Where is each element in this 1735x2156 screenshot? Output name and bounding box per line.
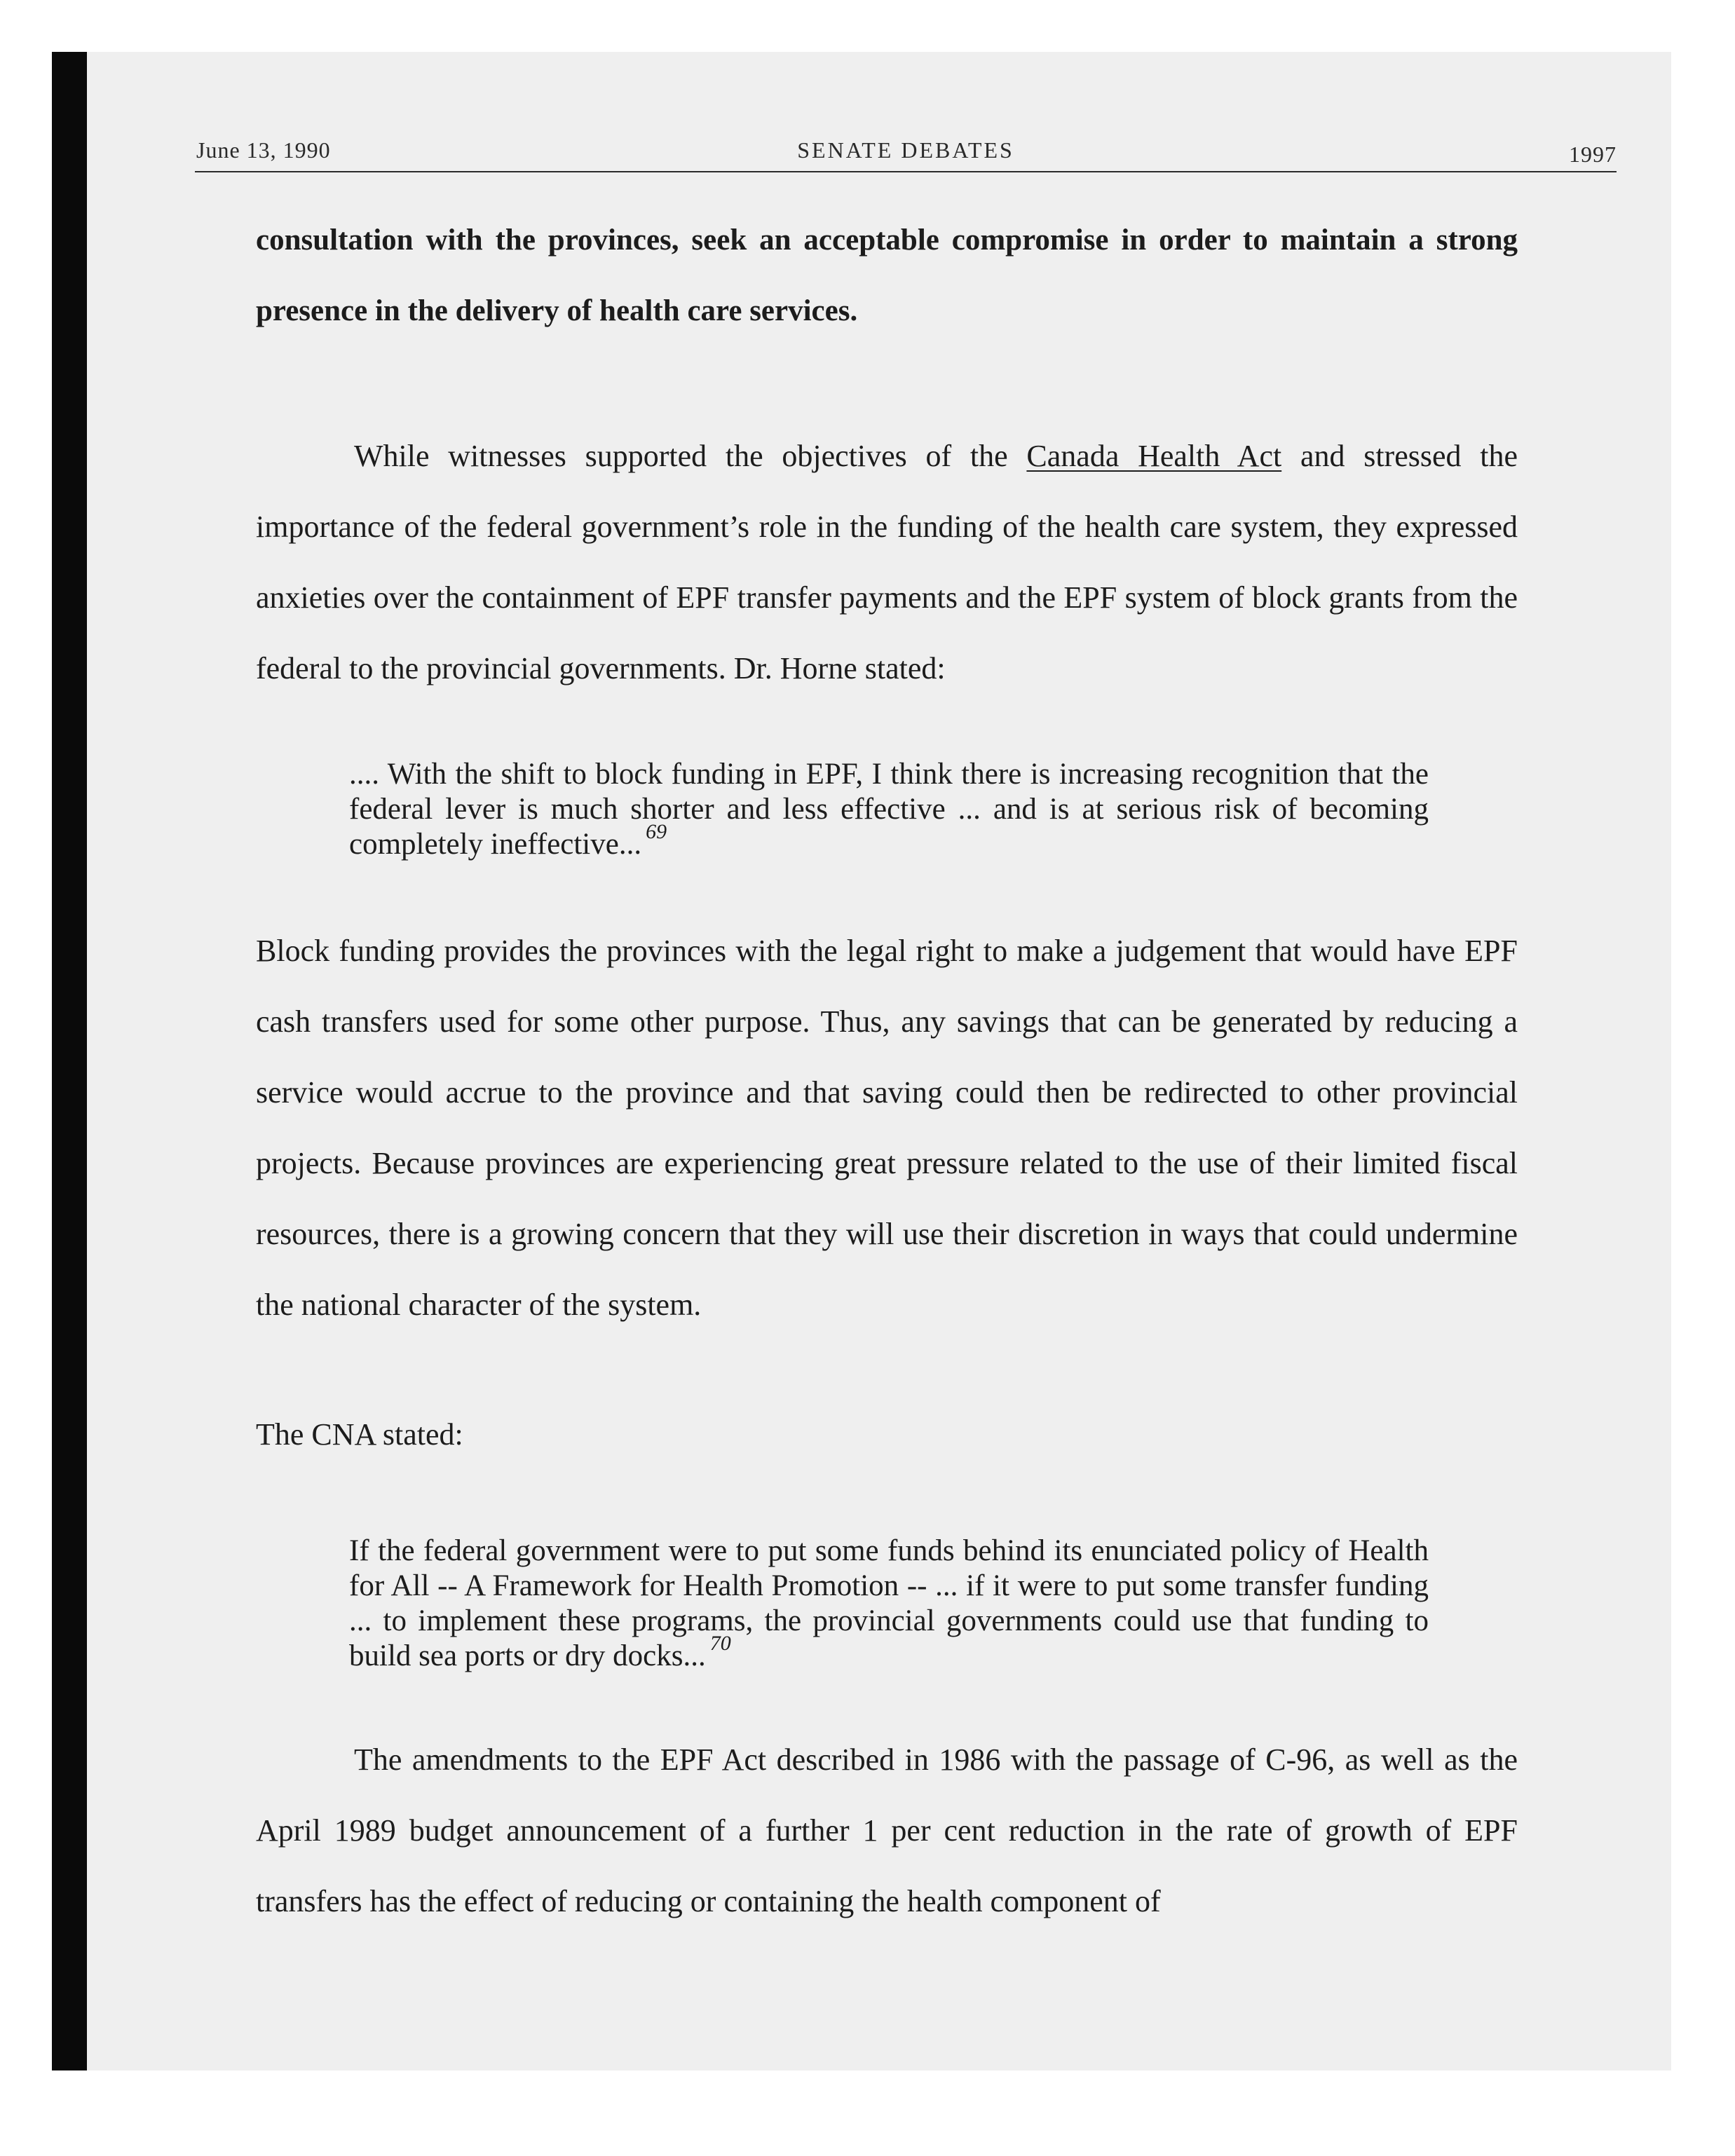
amendments-paragraph bbox=[256, 1724, 1518, 1937]
witnesses-text-start: While witnesses supported the objectives of the bbox=[354, 439, 1027, 473]
header-title: SENATE DEBATES bbox=[797, 137, 1014, 163]
cna-quote-text: If the federal government were to put some funds behind its enunciated policy of Health for All -- A Framework for Health Promotion -- ... if it were to put some transfer funding ... to implement these programs, the provincial governments could use that funding to build sea ports or dry docks... bbox=[349, 1534, 1429, 1672]
horne-quote bbox=[349, 757, 1429, 862]
cna-quote bbox=[349, 1534, 1429, 1674]
scan-edge bbox=[52, 52, 87, 2070]
horne-quote-text: .... With the shift to block funding in EPF, I think there is increasing recognition that the federal lever is much shorter and less effective ... and is at serious risk of becoming completely ineffective... bbox=[349, 758, 1429, 861]
running-header bbox=[195, 137, 1617, 172]
continuation-paragraph: consultation with the provinces, seek an acceptable compromise in order to maintain a strong presence in the delivery of health care services. bbox=[256, 224, 1518, 327]
witnesses-paragraph bbox=[256, 421, 1518, 704]
header-page-number: 1997 bbox=[1569, 142, 1617, 167]
header-date: June 13, 1990 bbox=[196, 137, 331, 163]
amendments-text: The amendments to the EPF Act described in 1986 with the passage of C-96, as well as the April 1989 budget announcement of a further 1 per cent reduction in the rate of growth of EPF transfers has the effect of reducing or containing the health component of bbox=[256, 1742, 1518, 1918]
act-title: Canada Health Act bbox=[1026, 439, 1282, 473]
footnote-69: 69 bbox=[646, 820, 667, 843]
cna-intro: The CNA stated: bbox=[256, 1417, 463, 1452]
footnote-70: 70 bbox=[709, 1632, 731, 1655]
block-funding-paragraph: Block funding provides the provinces with the legal right to make a judgement that would have EPF cash transfers used for some other purpose. Thus, any savings that can be generated by reducing a service would accrue to the province and that saving could then be redirected to other provincial projects. Because provinces are experiencing great pressure related to the use of their limited fiscal resources, there is a growing concern that they will use their discretion in ways that could undermine the national character of the system. bbox=[256, 934, 1518, 1322]
witnesses-text-end: and stressed the importance of the federal government’s role in the funding of the health care system, they expressed anxieties over the containment of EPF transfer payments and the EPF system of block grants from the federal to the provincial governments. Dr. Horne stated: bbox=[256, 439, 1518, 685]
